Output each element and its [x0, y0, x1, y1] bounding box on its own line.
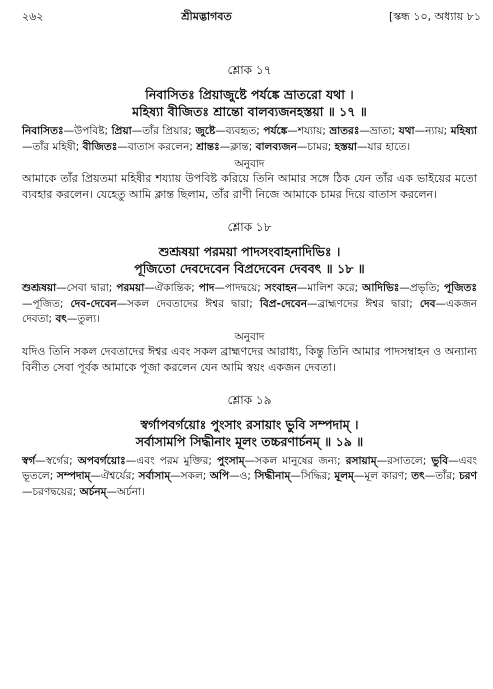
synonyms: শুশ্রূষয়া—সেবা দ্বারা; পরময়া—ঐকান্তিক; পাদ—পাদদ্বয়ে; সংবাহন—মালিশ করে; আদিভিঃ—প্রভৃতি; পূজিতঃ—পূজিত; দেব-দেবেন—সকল দেবতাদের ঈশ্বর দ্বারা; বিপ্র-দেবেন—ব্রাহ্মণদের ঈশ্বর দ্বারা; দেব—একজন দেবতা; বৎ—তুল্য। [22, 282, 477, 325]
synonym-word: পাদ [198, 282, 215, 294]
canto-chapter: [স্কন্ধ ১০, অধ্যায় ৮১ [388, 9, 481, 23]
synonym-word: অপবর্গয়োঃ [77, 454, 126, 467]
synonym-word: রসায়াম্ [345, 454, 377, 467]
page-header [22, 8, 481, 26]
verse-18 [22, 219, 477, 376]
synonym-word: বিপ্র-দেবেন [259, 297, 307, 310]
synonym-meaning: তাঁর প্রিয়ার [142, 125, 189, 137]
synonym-word: হস্তয়া [334, 140, 357, 153]
synonym-meaning: চরণদ্বয়ের [32, 485, 73, 498]
verse-17 [22, 62, 477, 203]
synonym-word: শ্রান্তঃ [196, 140, 220, 153]
synonym-meaning: তুল্য। [77, 313, 100, 325]
verse-line: মহিষ্যা বীজিতঃ শ্রান্তো বালব্যজনহস্তয়া ॥ ১৭ ॥ [132, 104, 367, 119]
verse-line: শুশ্রূষয়া পরময়া পাদসংবাহনাদিভিঃ । [158, 244, 341, 259]
page-body [22, 62, 477, 500]
synonym-word: যথা [398, 125, 415, 137]
synonym-meaning: উপবিষ্ট [74, 125, 105, 137]
synonym-meaning: সকল [180, 470, 203, 482]
synonym-meaning: পাদদ্বয়ে [224, 282, 258, 294]
synonym-meaning: সেবা দ্বারা [66, 282, 109, 294]
synonym-meaning: ঐকান্তিক [154, 282, 192, 294]
synonym-word: অপি [209, 470, 230, 482]
synonym-meaning: ন্যায় [425, 125, 444, 137]
synonym-meaning: প্রভৃতি [409, 282, 437, 294]
synonym-word: দেব [419, 297, 436, 310]
synonym-meaning: এবং ভূতলে [22, 454, 477, 482]
synonym-word: আদিভিঃ [362, 282, 400, 294]
synonym-meaning: যার হাতে। [367, 140, 411, 153]
synonym-meaning: সিদ্ধির [300, 470, 328, 482]
synonym-word: বীজিতঃ [82, 140, 118, 153]
translation: যদিও তিনি সকল দেবতাদের ঈশ্বর এবং সকল ব্রাহ্মণদের আরাধ্য, কিন্তু তিনি আমার পাদসম্বাহন ও অন্যান্য বিনীত সেবা পূর্বক আমাকে পূজা করলেন যেন আমি স্বয়ং একজন দেবতা। [22, 344, 477, 374]
synonym-word: নিবাসিতঃ [22, 125, 64, 137]
synonym-word: বালব্যজন [255, 140, 297, 153]
synonym-word: বৎ [55, 313, 67, 325]
verse-line: পূজিতো দেবদেবেন বিপ্রদেবেন দেববৎ ॥ ১৮ ॥ [134, 261, 365, 276]
synonym-word: সংবাহন [264, 282, 297, 294]
synonym-word: সিদ্ধীনাম্ [254, 470, 291, 482]
synonym-word: ভুবি [431, 454, 449, 467]
synonym-meaning: ও [239, 470, 248, 482]
synonym-word: জুষ্টে [195, 125, 216, 137]
verse-19 [22, 392, 477, 501]
synonym-meaning: অর্চনা। [116, 485, 145, 498]
synonym-word: দেব-দেবেন [70, 297, 117, 310]
synonyms: স্বর্গ—স্বর্গের; অপবর্গয়োঃ—এবং পরম মুক্তির; পুংসাম্—সকল মানুষের জন্য; রসায়াম্—রসাতলে; ভুবি—এবং ভূতলে; সম্পদাম্—ঐশ্বর্যের; সর্বাসাম্—সকল; অপি—ও; সিদ্ধীনাম্—সিদ্ধির; মূলম্—মূল কারণ; তৎ—তাঁর; চরণ—চরণদ্বয়ের; অর্চনম্—অর্চনা। [22, 454, 477, 498]
page-number: ২৬২ [22, 9, 44, 23]
translation-label: অনুবাদ [234, 158, 265, 170]
verse-line: সর্বাসামপি সিদ্ধীনাং মূলং তচ্চরণার্চনম্ ॥ ১৯ ॥ [135, 433, 364, 449]
synonym-word: পরময়া [116, 282, 145, 294]
synonym-meaning: রসাতলে [387, 454, 423, 467]
synonym-meaning: সকল দেবতাদের ঈশ্বর দ্বারা [127, 297, 250, 310]
synonym-meaning: চামর [307, 140, 328, 153]
synonym-word: শুশ্রূষয়া [22, 282, 57, 294]
verse-line: স্বর্গাপবর্গয়োঃ পুংসাং রসায়াং ভুবি সম্পদাম্ । [140, 416, 359, 432]
synonym-word: অর্চনম্ [79, 485, 107, 498]
verse-line: নিবাসিতঃ প্রিয়াজুষ্টে পর্যঙ্কে ভ্রাতরো যথা । [145, 87, 354, 102]
synonym-word: তৎ [411, 470, 425, 482]
synonym-word: প্রিয়া [111, 125, 132, 137]
synonym-meaning: ভ্রাতা [369, 125, 392, 137]
verse-heading: শ্লোক ১৮ [227, 220, 272, 234]
synonym-meaning: তাঁর [435, 470, 452, 482]
synonym-meaning: তাঁর মহিষী [32, 140, 76, 153]
synonym-meaning: মালিশ করে [307, 282, 355, 294]
synonym-word: মহিষ্যা [450, 125, 477, 137]
synonym-meaning: স্বর্গের [45, 454, 70, 467]
synonym-word: স্বর্গ [22, 454, 36, 467]
synonym-meaning: ঐশ্বর্যের [100, 470, 132, 482]
translation-label: অনুবাদ [234, 330, 265, 343]
synonym-meaning: পূজিত [32, 297, 60, 310]
synonym-meaning: মূল কারণ [364, 470, 405, 482]
synonyms: নিবাসিতঃ—উপবিষ্ট; প্রিয়া—তাঁর প্রিয়ার; জুষ্টে—ব্যবহৃত; পর্যঙ্কে—শয্যায়; ভ্রাতরঃ—ভ্রাতা; যথা—ন্যায়; মহিষ্যা—তাঁর মহিষী; বীজিতঃ—বাতাস করলেন; শ্রান্তঃ—ক্লান্ত; বালব্যজন—চামর; হস্তয়া—যার হাতে। [22, 125, 477, 153]
synonym-meaning: একজন দেবতা [22, 297, 477, 325]
synonym-word: মূলম্ [334, 470, 354, 482]
synonym-meaning: এবং পরম মুক্তির [136, 454, 209, 467]
synonym-word: পুংসাম্ [217, 454, 245, 467]
synonym-word: চরণ [459, 470, 477, 482]
synonym-meaning: শয্যায় [297, 125, 323, 137]
synonym-word: সম্পদাম্ [56, 470, 91, 482]
synonym-meaning: বাতাস করলেন [127, 140, 190, 153]
synonym-meaning: সকল মানুষের জন্য [255, 454, 338, 467]
synonym-meaning: ব্যবহৃত [225, 125, 257, 137]
synonym-word: পূজিতঃ [443, 282, 477, 294]
verse-heading: শ্লোক ১৯ [227, 392, 272, 407]
synonym-meaning: ক্লান্ত [230, 140, 249, 153]
synonym-word: সর্বাসাম্ [138, 470, 171, 482]
synonym-meaning: ব্রাহ্মণদের ঈশ্বর দ্বারা [317, 297, 410, 310]
verse-heading: শ্লোক ১৭ [227, 63, 272, 77]
translation: আমাকে তাঁর প্রিয়তমা মহিষীর শয্যায় উপবিষ্ট করিয়ে তিনি আমার সঙ্গে ঠিক যেন তাঁর এক ভাইয়ের মতো ব্যবহার করলেন। যেহেতু আমি ক্লান্ত ছিলাম, তাঁর রাণী নিজে আমাকে চামর দিয়ে বাতাস করলেন। [22, 172, 477, 201]
synonym-word: ভ্রাতরঃ [329, 125, 360, 137]
book-title: শ্রীমদ্ভাগবত [181, 9, 232, 23]
synonym-word: পর্যঙ্কে [263, 125, 288, 137]
